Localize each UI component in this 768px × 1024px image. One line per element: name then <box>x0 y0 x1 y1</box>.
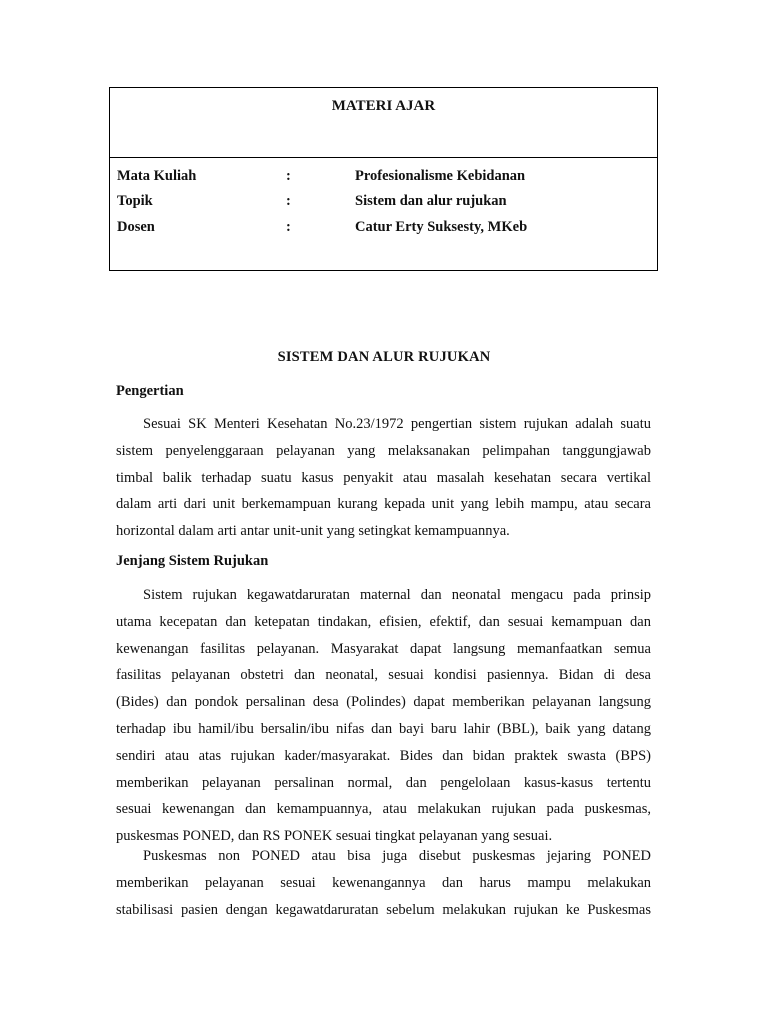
document-title: SISTEM DAN ALUR RUJUKAN <box>277 349 491 365</box>
paragraph-line: terhadap ibu hamil/ibu bersalin/ibu nifas dan bayi baru lahir (BBL), baik yang datang <box>116 720 651 737</box>
info-row-dosen <box>110 219 657 243</box>
paragraph-line: sesuai kewenangan dan kemampuannya, atau melakukan rujukan pada puskesmas, <box>116 801 651 818</box>
info-colon: : <box>286 193 291 209</box>
paragraph-line: fasilitas pelayanan obstetri dan neonatal, sesuai kondisi pasiennya. Bidan di desa <box>116 667 651 684</box>
paragraph-line: horizontal dalam arti antar unit-unit yang setingkat kemampuannya. <box>116 523 510 540</box>
paragraph-line: (Bides) dan pondok persalinan desa (Polindes) dapat memberikan pelayanan langsung <box>116 694 651 711</box>
info-value: Catur Erty Suksesty, MKeb <box>355 219 528 235</box>
info-label: Mata Kuliah <box>117 168 197 184</box>
paragraph-line: timbal balik terhadap suatu kasus penyakit atau masalah kesehatan secara vertikal <box>116 469 651 486</box>
paragraph-line: Sesuai SK Menteri Kesehatan No.23/1972 pengertian sistem rujukan adalah suatu <box>143 416 651 432</box>
info-label: Dosen <box>117 219 155 235</box>
info-row-topik <box>110 193 657 217</box>
info-colon: : <box>286 219 291 235</box>
paragraph-line: sistem penyelenggaraan pelayanan yang melaksanakan pelimpahan tanggungjawab <box>116 442 651 459</box>
paragraph-line: Sistem rujukan kegawatdaruratan maternal dan neonatal mengacu pada prinsip <box>143 587 651 603</box>
paragraph-line: puskesmas PONED, dan RS PONEK sesuai tingkat pelayanan yang sesuai. <box>116 828 553 845</box>
paragraph-line: sendiri atau atas rujukan kader/masyarakat. Bides dan bidan praktek swasta (BPS) <box>116 747 651 764</box>
paragraph-line: kewenangan fasilitas pelayanan. Masyarakat dapat langsung memanfaatkan semua <box>116 640 651 657</box>
section-heading-pengertian: Pengertian <box>116 383 184 399</box>
info-row-mata-kuliah <box>110 168 657 192</box>
paragraph-line: dalam arti dari unit berkemampuan kurang kepada unit yang lebih mampu, atau secara <box>116 496 651 513</box>
paragraph-line: memberikan pelayanan persalinan normal, dan pengelolaan kasus-kasus tertentu <box>116 774 651 791</box>
paragraph-jenjang-1 <box>116 582 651 850</box>
info-label: Topik <box>117 193 153 209</box>
paragraph-line: Puskesmas non PONED atau bisa juga disebut puskesmas jejaring PONED <box>143 848 651 864</box>
info-colon: : <box>286 168 291 184</box>
paragraph-pengertian <box>116 411 651 545</box>
paragraph-line: utama kecepatan dan ketepatan tindakan, efisien, efektif, dan sesuai kemampuan dan <box>116 613 651 630</box>
section-heading-jenjang: Jenjang Sistem Rujukan <box>116 553 269 569</box>
paragraph-line: memberikan pelayanan sesuai kewenangannya dan harus mampu melakukan <box>116 874 651 891</box>
info-value: Sistem dan alur rujukan <box>355 193 507 209</box>
course-info-box <box>109 87 658 271</box>
info-value: Profesionalisme Kebidanan <box>355 168 526 184</box>
paragraph-line: stabilisasi pasien dengan kegawatdaruratan sebelum melakukan rujukan ke Puskesmas <box>116 901 651 918</box>
paragraph-jenjang-2 <box>116 843 651 923</box>
materi-ajar-title: MATERI AJAR <box>110 88 657 158</box>
